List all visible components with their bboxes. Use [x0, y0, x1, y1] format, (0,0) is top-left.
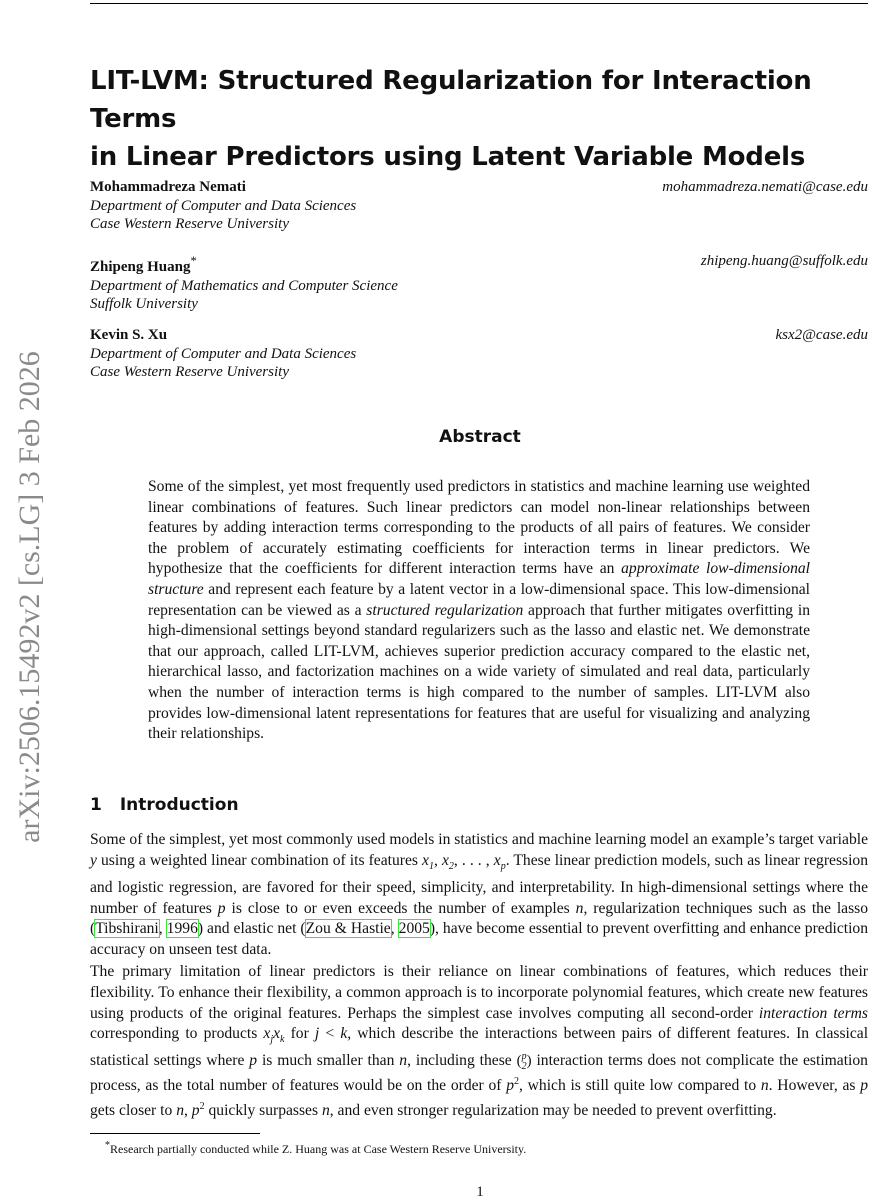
text-run: , and even stronger regularization may be needed to prevent overfitting. [329, 1102, 777, 1120]
text-run: ) and elastic net ( [197, 920, 306, 938]
section-number: 1 [90, 795, 102, 815]
math-symbol: $x_2$ [441, 851, 454, 872]
text-run: . These linear prediction models, such as linear regression and logistic regression, are favored for their speed, simplicity, and interpretability. In high-dimensional settings where the number of features [90, 851, 869, 917]
intro-paragraph-1 [90, 830, 868, 961]
title-line: in Linear Predictors using Latent Variable Models [90, 142, 806, 172]
math-symbol: p [860, 1077, 868, 1095]
text-run: . However, as [768, 1077, 861, 1095]
author-name: Kevin S. Xu [90, 327, 168, 343]
subscript: k [280, 1034, 285, 1046]
author-email[interactable]: mohammadreza.nemati@case.edu [662, 179, 868, 195]
author-block [90, 178, 868, 234]
footnote-rule [90, 1133, 260, 1134]
text-run: , . . . , [453, 851, 494, 869]
footnote-text: Research partially conducted while Z. Huang was at Case Western Reserve University. [110, 1142, 527, 1156]
author-affiliation: Department of Computer and Data Sciences [90, 345, 357, 362]
footnote [105, 1140, 526, 1157]
citation-link[interactable]: 2005 [398, 920, 430, 938]
emphasis: interaction terms [758, 1004, 868, 1022]
math-symbol: y [90, 851, 97, 869]
arxiv-stamp: arXiv:2506.15492v2 [cs.LG] 3 Feb 2026 [13, 351, 46, 843]
text-run: using a weighted linear combination of its features [96, 851, 423, 869]
binomial-args: p 2 [521, 1050, 527, 1072]
text-run: for [284, 1025, 315, 1043]
page-number: 1 [476, 1184, 484, 1200]
author-affiliation: Department of Computer and Data Sciences [90, 197, 357, 214]
subscript: j [270, 1034, 274, 1046]
text-run: gets closer to [90, 1102, 177, 1120]
footnote-mark: * [105, 1140, 110, 1151]
text-run: quickly surpasses [204, 1102, 322, 1120]
intro-paragraph-2 [90, 962, 868, 1122]
math-symbol: $x_j$ [263, 1025, 274, 1046]
text-run: Some of the simplest, yet most frequently used predictors in statistics and machine learning use weighted linear combinations of features. Such linear predictors can model non-linear relationships between features by adding interaction terms corresponding to the products of all pairs of features. We consider the problem of accurately estimating coefficients for interaction terms in linear predictors. We hypothesize that the coefficients for different interaction terms have an [148, 478, 810, 578]
text-run: , [390, 920, 399, 938]
math-symbol: n [575, 899, 584, 917]
superscript: 2 [514, 1076, 519, 1088]
math-symbol: n [176, 1102, 184, 1120]
emphasis: approximate low-dimensional structure [148, 560, 810, 598]
section-heading [90, 795, 239, 815]
author-affiliation: Department of Mathematics and Computer Science [90, 277, 398, 294]
author-email[interactable]: ksx2@case.edu [775, 327, 868, 343]
text-run: is much smaller than [257, 1052, 400, 1070]
citation-link[interactable]: 1996 [166, 920, 198, 938]
citation-link[interactable]: Zou & Hastie [305, 920, 391, 938]
math-symbol: p [249, 1052, 258, 1070]
author-institution: Suffolk University [90, 296, 198, 312]
math-symbol: k [340, 1025, 348, 1043]
text-run: , including these [407, 1052, 517, 1070]
subscript: p [500, 860, 506, 872]
math-symbol: n [399, 1052, 408, 1070]
text-run: , regularization techniques such as the lasso ( [90, 899, 869, 938]
author-name: Zhipeng Huang [90, 259, 191, 275]
text-run: Some of the simplest, yet most commonly used models in statistics and machine learning model an example’s target variable [90, 831, 868, 848]
author-block [90, 252, 868, 314]
title-line: LIT-LVM: Structured Regularization for Interaction Terms [90, 66, 812, 134]
abstract-heading: Abstract [439, 427, 521, 447]
abstract-text [148, 477, 810, 745]
author-institution: Case Western Reserve University [90, 216, 289, 232]
text-run: , which describe the interactions between pairs of different features. In classical statistical settings where [90, 1025, 869, 1070]
text-run: corresponding to products [90, 1025, 264, 1043]
math-symbol: j [314, 1025, 320, 1043]
subscript: 1 [428, 860, 434, 872]
section-title: Introduction [119, 795, 239, 815]
text-run: The primary limitation of linear predictors is their reliance on linear combinations of features, which reduces their flexibility. To enhance their flexibility, a common approach is to incorporate polynomial features, which create new features using products of the original features. Perhaps the simplest case involves computing all second-order [90, 963, 868, 1022]
math-symbol: $x_p$ [493, 851, 506, 872]
math-symbol: $p^2$ [506, 1076, 519, 1095]
text-run: , [158, 920, 167, 938]
citation-link[interactable]: Tibshirani [95, 920, 159, 938]
author-email[interactable]: zhipeng.huang@suffolk.edu [700, 253, 868, 269]
text-run: , [433, 851, 442, 869]
text-run: , which is still quite low compared to [519, 1077, 761, 1095]
author-institution: Case Western Reserve University [90, 364, 289, 380]
math-symbol: $p^2$ [191, 1101, 205, 1120]
paper-title [90, 62, 870, 176]
math-symbol: p [217, 899, 226, 917]
text-run: and represent each feature by a latent vector in a low-dimensional space. This low-dimensional representation can be viewed as a [148, 580, 810, 619]
text-run: ), have become essential to prevent overfitting and enhance prediction accuracy on unseen test data. [90, 920, 869, 959]
subscript: 2 [448, 860, 454, 872]
math-symbol: n [760, 1077, 769, 1095]
author-block [90, 326, 868, 382]
top-rule [90, 3, 868, 4]
math-symbol: $x_1$ [422, 851, 434, 872]
text-run: < [319, 1025, 341, 1043]
emphasis: structured regularization [366, 601, 524, 619]
text-run: approach that further mitigates overfitting in high-dimensional settings beyond standard regularizers such as the lasso and elastic net. We demonstrate that our approach, called LIT-LVM, achieves superior prediction accuracy compared to the elastic net, hierarchical lasso, and factorization machines on a wide variety of simulated and real data, particularly when the number of interaction terms is high compared to the number of samples. LIT-LVM also provides low-dimensional latent representations for features that are useful for visualizing and analyzing their relationships. [148, 601, 811, 743]
math-symbol: n [321, 1102, 330, 1120]
author-name: Mohammadreza Nemati [90, 179, 246, 195]
text-run: , [183, 1102, 192, 1120]
text-run: is close to or even exceeds the number of examples [225, 899, 576, 917]
footnote-mark[interactable]: * [190, 254, 197, 268]
binomial: ( p 2 ) [516, 1050, 532, 1072]
text-run: interaction terms does not complicate the estimation process, as the total number of features would be on the order of [90, 1052, 868, 1095]
math-symbol: $x_k$ [273, 1025, 285, 1046]
superscript: 2 [199, 1101, 205, 1113]
